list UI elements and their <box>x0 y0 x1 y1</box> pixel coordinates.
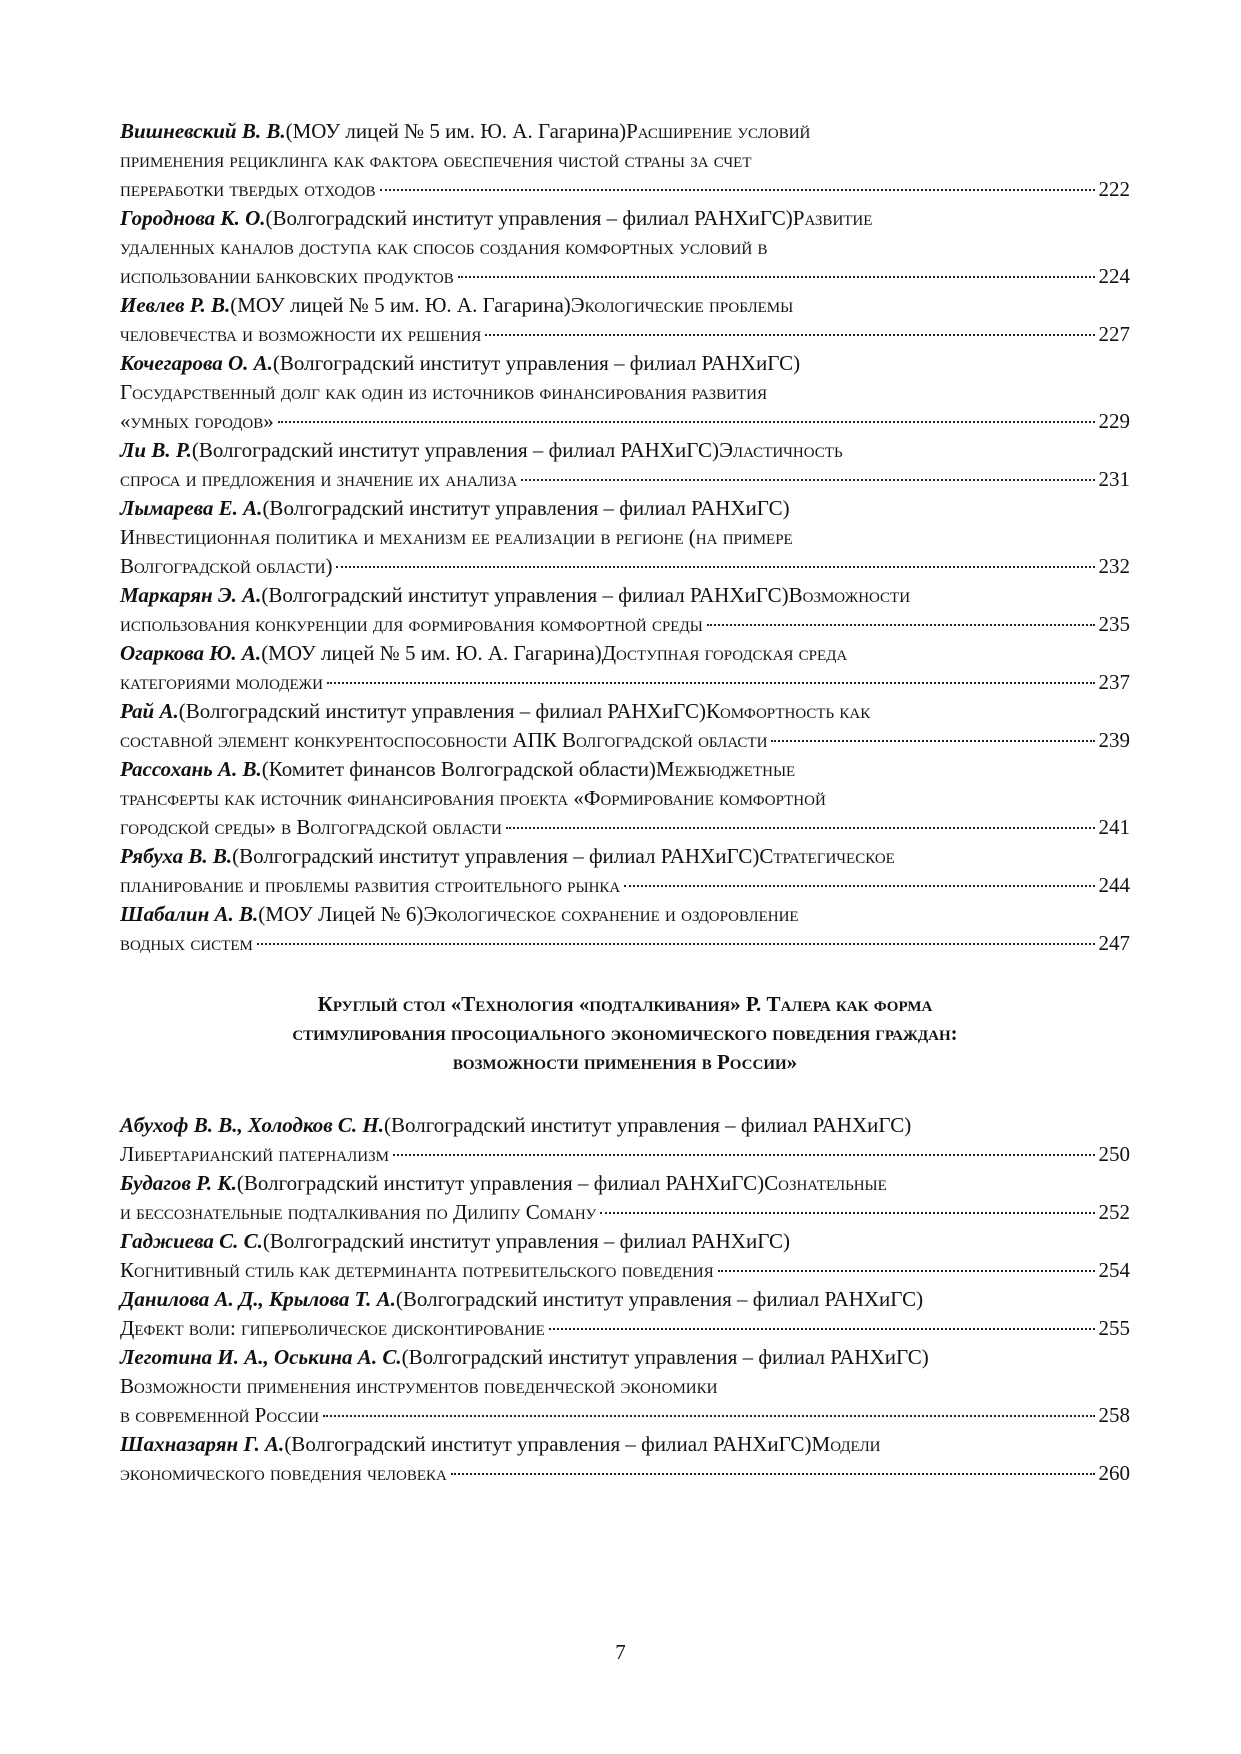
toc-line <box>120 291 1130 320</box>
entry-page: 235 <box>1098 612 1130 636</box>
entry-title: и бессознательные подталкивания по Дилипу Соману <box>120 1200 597 1224</box>
entry-author: Гаджиева С. С. <box>120 1229 263 1253</box>
entry-title: городской среды» в Волгоградской области <box>120 815 502 839</box>
entry-page: 227 <box>1098 322 1130 346</box>
entry-affiliation: (МОУ лицей № 5 им. Ю. А. Гагарина) <box>285 119 627 143</box>
toc-entry[interactable] <box>120 291 1130 349</box>
dot-leader <box>707 624 1095 626</box>
entry-title: Расширение условий <box>626 119 811 143</box>
toc-line <box>120 697 1130 726</box>
entry-affiliation: (Волгоградский институт управления – филиал РАНХиГС) <box>178 699 706 723</box>
dot-leader <box>506 827 1095 829</box>
dot-leader <box>278 421 1095 423</box>
toc-line <box>120 175 1130 204</box>
dot-leader <box>380 189 1095 191</box>
entry-title: «умных городов» <box>120 409 274 433</box>
entry-author: Рябуха В. В. <box>120 844 233 868</box>
entry-author: Маркарян Э. А. <box>120 583 262 607</box>
entry-title: Стратегическое <box>759 844 895 868</box>
entry-affiliation: (Волгоградский институт управления – филиал РАНХиГС) <box>272 351 801 375</box>
entry-affiliation: (Волгоградский институт управления – филиал РАНХиГС) <box>191 438 720 462</box>
toc-entry[interactable] <box>120 639 1130 697</box>
entry-page: 255 <box>1098 1316 1130 1340</box>
toc-line <box>120 1343 1130 1372</box>
entry-affiliation: (Волгоградский институт управления – филиал РАНХиГС) <box>261 583 789 607</box>
entry-page: 244 <box>1098 873 1130 897</box>
entry-title: Дефект воли: гиперболическое дисконтирование <box>120 1316 545 1340</box>
entry-title: спроса и предложения и значение их анализа <box>120 467 518 491</box>
toc-entry[interactable] <box>120 900 1130 958</box>
toc-line <box>120 726 1130 755</box>
entry-title: категориями молодежи <box>120 670 323 694</box>
toc-line <box>120 349 1130 378</box>
entry-title: Межбюджетные <box>655 757 796 781</box>
toc-entry[interactable] <box>120 1227 1130 1285</box>
section-heading <box>120 990 1130 1077</box>
toc-entry[interactable] <box>120 1343 1130 1430</box>
entry-page: 232 <box>1098 554 1130 578</box>
entry-title: Когнитивный стиль как детерминанта потребительского поведения <box>120 1258 714 1282</box>
entry-title: водных систем <box>120 931 253 955</box>
dot-leader <box>718 1270 1095 1272</box>
toc-line <box>120 1111 1130 1140</box>
entry-title: трансферты как источник финансирования проекта «Формирование комфортной <box>120 786 826 810</box>
entry-author: Вишневский В. В. <box>120 119 286 143</box>
entry-title: Модели <box>811 1432 881 1456</box>
entry-title: Развитие <box>792 206 873 230</box>
entry-title: Эластичность <box>719 438 843 462</box>
toc-line <box>120 842 1130 871</box>
entry-page: 254 <box>1098 1258 1130 1282</box>
toc-line <box>120 233 1130 262</box>
dot-leader <box>336 566 1094 568</box>
entry-author: Абухоф В. В., Холодков С. Н. <box>120 1113 385 1137</box>
table-of-contents <box>120 117 1130 1488</box>
entry-page: 224 <box>1098 264 1130 288</box>
entry-author: Данилова А. Д., Крылова Т. А. <box>120 1287 396 1311</box>
toc-line <box>120 1372 1130 1401</box>
toc-line <box>120 262 1130 291</box>
entry-title: Государственный долг как один из источников финансирования развития <box>120 380 767 404</box>
toc-line <box>120 1430 1130 1459</box>
dot-leader <box>549 1328 1095 1330</box>
toc-line <box>120 204 1130 233</box>
toc-entry[interactable] <box>120 117 1130 204</box>
toc-line <box>120 1459 1130 1488</box>
entry-author: Огаркова Ю. А. <box>120 641 262 665</box>
entry-title: планирование и проблемы развития строительного рынка <box>120 873 621 897</box>
entry-page: 237 <box>1098 670 1130 694</box>
toc-line <box>120 900 1130 929</box>
toc-line <box>120 146 1130 175</box>
toc-entry[interactable] <box>120 842 1130 900</box>
entry-page: 231 <box>1098 467 1130 491</box>
toc-entry[interactable] <box>120 494 1130 581</box>
entry-title: переработки твердых отходов <box>120 177 376 201</box>
entry-page: 239 <box>1098 728 1130 752</box>
toc-entry[interactable] <box>120 204 1130 291</box>
entry-title: удаленных каналов доступа как способ создания комфортных условий в <box>120 235 768 259</box>
toc-line <box>120 668 1130 697</box>
entry-affiliation: (Комитет финансов Волгоградской области) <box>261 757 656 781</box>
entry-title: Экологические проблемы <box>570 293 794 317</box>
toc-entry[interactable] <box>120 755 1130 842</box>
toc-line <box>120 465 1130 494</box>
toc-entry[interactable] <box>120 1430 1130 1488</box>
entry-affiliation: (Волгоградский институт управления – филиал РАНХиГС) <box>262 1229 791 1253</box>
toc-line <box>120 784 1130 813</box>
toc-entry[interactable] <box>120 349 1130 436</box>
toc-section <box>120 117 1130 958</box>
toc-line <box>120 1140 1130 1169</box>
entry-title: Возможности <box>788 583 911 607</box>
entry-title: экономического поведения человека <box>120 1461 447 1485</box>
heading-line: возможности применения в России» <box>452 1050 798 1074</box>
entry-title: Инвестиционная политика и механизм ее реализации в регионе (на примере <box>120 525 793 549</box>
dot-leader <box>327 682 1095 684</box>
toc-line <box>120 639 1130 668</box>
entry-affiliation: (Волгоградский институт управления – филиал РАНХиГС) <box>284 1432 812 1456</box>
toc-line <box>120 1256 1130 1285</box>
entry-title: использовании банковских продуктов <box>120 264 454 288</box>
entry-title: Возможности применения инструментов поведенческой экономики <box>120 1374 718 1398</box>
toc-line <box>120 813 1130 842</box>
toc-line <box>120 755 1130 784</box>
entry-title: использования конкуренции для формирования комфортной среды <box>120 612 703 636</box>
toc-line <box>120 610 1130 639</box>
entry-author: Леготина И. А., Оськина А. С. <box>120 1345 402 1369</box>
toc-line <box>120 378 1130 407</box>
entry-affiliation: (Волгоградский институт управления – филиал РАНХиГС) <box>265 206 793 230</box>
page-number: 7 <box>615 1640 626 1664</box>
entry-author: Будагов Р. К. <box>120 1171 237 1195</box>
toc-line <box>120 436 1130 465</box>
entry-title: Доступная городская среда <box>601 641 848 665</box>
entry-author: Городнова К. О. <box>120 206 266 230</box>
dot-leader <box>624 885 1094 887</box>
entry-page: 229 <box>1098 409 1130 433</box>
entry-author: Шахназарян Г. А. <box>120 1432 285 1456</box>
dot-leader <box>521 479 1094 481</box>
entry-page: 247 <box>1098 931 1130 955</box>
entry-affiliation: (Волгоградский институт управления – филиал РАНХиГС) <box>232 844 760 868</box>
toc-line <box>120 320 1130 349</box>
entry-author: Рассохань А. В. <box>120 757 262 781</box>
entry-title: в современной России <box>120 1403 320 1427</box>
entry-page: 258 <box>1098 1403 1130 1427</box>
toc-entry[interactable] <box>120 697 1130 755</box>
toc-line <box>120 1285 1130 1314</box>
entry-author: Шабалин А. В. <box>120 902 259 926</box>
dot-leader <box>485 334 1094 336</box>
entry-author: Ли В. Р. <box>120 438 192 462</box>
entry-title: Комфортность как <box>705 699 871 723</box>
entry-affiliation: (Волгоградский институт управления – филиал РАНХиГС) <box>384 1113 912 1137</box>
entry-author: Рай А. <box>120 699 179 723</box>
entry-title: человечества и возможности их решения <box>120 322 482 346</box>
entry-title: Либертарианский патернализм <box>120 1142 389 1166</box>
toc-line <box>120 1314 1130 1343</box>
toc-line <box>120 1198 1130 1227</box>
entry-title: Экологическое сохранение и оздоровление <box>423 902 799 926</box>
entry-page: 252 <box>1098 1200 1130 1224</box>
heading-line: Круглый стол «Технология «подталкивания» Р. Талера как форма <box>317 992 933 1016</box>
dot-leader <box>257 943 1095 945</box>
toc-entry[interactable] <box>120 436 1130 494</box>
dot-leader <box>323 1415 1094 1417</box>
entry-affiliation: (МОУ лицей № 5 им. Ю. А. Гагарина) <box>261 641 602 665</box>
toc-line <box>120 117 1130 146</box>
toc-line <box>120 494 1130 523</box>
toc-line <box>120 407 1130 436</box>
entry-page: 222 <box>1098 177 1130 201</box>
entry-affiliation: (Волгоградский институт управления – филиал РАНХиГС) <box>262 496 790 520</box>
entry-author: Лымарева Е. А. <box>120 496 263 520</box>
entry-title: Сознательные <box>764 1171 887 1195</box>
entry-affiliation: (МОУ лицей № 5 им. Ю. А. Гагарина) <box>230 293 571 317</box>
entry-affiliation: (Волгоградский институт управления – филиал РАНХиГС) <box>401 1345 929 1369</box>
heading-line: стимулирования просоциального экономического поведения граждан: <box>292 1021 958 1045</box>
entry-author: Кочегарова О. А. <box>120 351 273 375</box>
entry-page: 260 <box>1098 1461 1130 1485</box>
dot-leader <box>458 276 1095 278</box>
toc-line <box>120 871 1130 900</box>
toc-section <box>120 1111 1130 1488</box>
dot-leader <box>600 1212 1094 1214</box>
entry-affiliation: (Волгоградский институт управления – филиал РАНХиГС) <box>236 1171 765 1195</box>
entry-title: применения рециклинга как фактора обеспечения чистой страны за счет <box>120 148 752 172</box>
dot-leader <box>451 1473 1095 1475</box>
entry-affiliation: (Волгоградский институт управления – филиал РАНХиГС) <box>395 1287 924 1311</box>
toc-line <box>120 1169 1130 1198</box>
entry-affiliation: (МОУ Лицей № 6) <box>258 902 424 926</box>
dot-leader <box>771 740 1094 742</box>
dot-leader <box>393 1154 1095 1156</box>
toc-line <box>120 1401 1130 1430</box>
toc-line <box>120 1227 1130 1256</box>
entry-author: Иевлев Р. В. <box>120 293 231 317</box>
toc-entry[interactable] <box>120 1285 1130 1343</box>
toc-line <box>120 929 1130 958</box>
toc-line <box>120 523 1130 552</box>
entry-title: Волгоградской области) <box>120 554 333 578</box>
entry-title: составной элемент конкурентоспособности АПК Волгоградской области <box>120 728 768 752</box>
entry-page: 250 <box>1098 1142 1130 1166</box>
entry-page: 241 <box>1098 815 1130 839</box>
toc-entry[interactable] <box>120 1169 1130 1227</box>
toc-entry[interactable] <box>120 1111 1130 1169</box>
toc-line <box>120 552 1130 581</box>
toc-line <box>120 581 1130 610</box>
toc-entry[interactable] <box>120 581 1130 639</box>
